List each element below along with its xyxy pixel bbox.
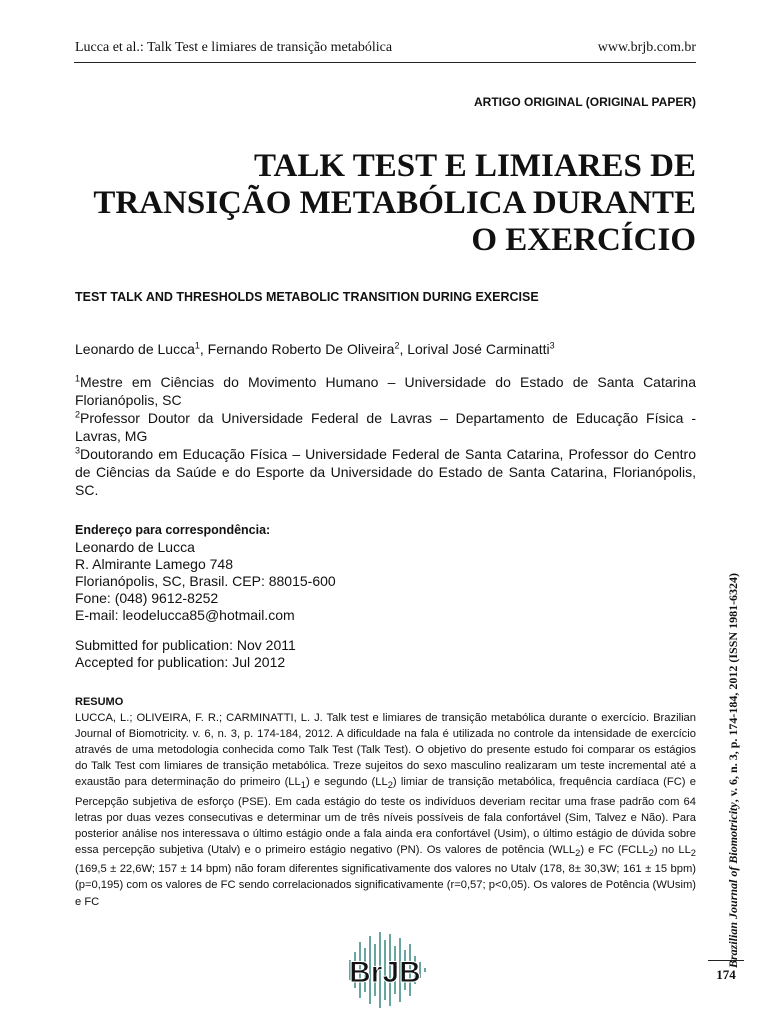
abstract-body	[75, 710, 696, 910]
author-affiliation-marker: 1	[194, 340, 200, 351]
subscript: 1	[300, 780, 306, 791]
affiliation-marker: 2	[75, 409, 81, 420]
correspondence-label: Endereço para correspondência:	[75, 523, 271, 537]
author-separator: ,	[399, 341, 408, 357]
journal-citation-sidebar	[726, 573, 741, 968]
correspondence-block	[75, 522, 336, 624]
logo-text: BrJB	[349, 956, 421, 989]
correspondence-line: Leonardo de Lucca	[75, 539, 195, 555]
page-number: 174	[708, 960, 744, 983]
author-name: Leonardo de Lucca	[75, 341, 195, 357]
affiliation-item	[75, 373, 696, 409]
english-title: TEST TALK AND THRESHOLDS METABOLIC TRANSITION DURING EXERCISE	[75, 290, 539, 304]
accepted-date: Accepted for publication: Jul 2012	[75, 654, 286, 670]
subscript: 2	[648, 848, 654, 859]
author-affiliation-marker: 2	[394, 340, 400, 351]
abstract-text: ) e segundo (LL	[305, 776, 388, 789]
author-affiliation-marker: 3	[549, 340, 555, 351]
brjb-logo	[330, 930, 440, 1010]
affiliation-marker: 3	[75, 445, 81, 456]
abstract-text: ) e FC (FCLL	[580, 843, 649, 856]
journal-website-link[interactable]: www.brjb.com.br	[597, 40, 696, 55]
affiliations	[75, 373, 696, 499]
correspondence-line: Florianópolis, SC, Brasil. CEP: 88015-600	[75, 573, 336, 589]
submitted-date: Submitted for publication: Nov 2011	[75, 637, 296, 653]
correspondence-email[interactable]: E-mail: leodelucca85@hotmail.com	[75, 607, 295, 623]
subscript: 2	[690, 848, 696, 859]
affiliation-item	[75, 445, 696, 499]
abstract-text: (169,5 ± 22,6W; 157 ± 14 bpm) não foram diferentes significativamente dos valores no Utalv (178, 8± 30,3W; 161 ± 15 bpm) (p=0,195) com os valores de FC sendo correlacionados significativamente (r=0,57; p<0,05). Os valores de Potência (WUsim) e FC	[75, 863, 696, 908]
running-title: Lucca et al.: Talk Test e limiares de transição metabólica	[75, 40, 393, 55]
article-type-label: ARTIGO ORIGINAL (ORIGINAL PAPER)	[473, 95, 696, 109]
title-line-1: TALK TEST E LIMIARES DE	[254, 148, 696, 184]
affiliation-text: Doutorando em Educação Física – Universidade Federal de Santa Catarina, Professor do Centro de Ciências da Saúde e do Esporte da Universidade do Estado de Santa Catarina, Florianópolis, SC.	[75, 446, 696, 498]
abstract-text: ) no LL	[653, 843, 691, 856]
paper-title	[56, 148, 696, 259]
author-list	[75, 341, 555, 357]
header-divider	[74, 62, 696, 63]
journal-name: Brazilian Journal of Biomotricity	[726, 802, 740, 968]
author-name: Fernando Roberto De Oliveira	[207, 341, 395, 357]
author-name: Lorival José Carminatti	[407, 341, 550, 357]
correspondence-line: R. Almirante Lamego 748	[75, 556, 233, 572]
publication-dates	[75, 637, 296, 671]
journal-volume-info: , v. 6, n. 3, p. 174-184, 2012 (ISSN 1981-6324)	[726, 572, 740, 803]
title-line-3: O EXERCÍCIO	[471, 222, 696, 258]
subscript: 2	[387, 780, 393, 791]
subscript: 2	[575, 848, 581, 859]
abstract-heading: RESUMO	[75, 696, 124, 708]
title-line-2: TRANSIÇÃO METABÓLICA DURANTE	[93, 185, 696, 221]
affiliation-marker: 1	[75, 373, 81, 384]
abstract-text: ) limiar de transição metabólica, frequência cardíaca (FC) e Percepção subjetiva de esforço (PSE). Em cada estágio do teste os indivíduos deveriam recitar uma frase padrão com 64 letras por duas vezes consecutivas e determinar um de três níveis possíveis de fala confortável (Sim, Talvez e Não). Para posterior análise nos interessava o último estágio onde a fala ainda era confortável (Usim), o último estágio de dúvida sobre essa percepção subjetiva (Utalv) e o primeiro estágio negativo (PN). Os valores de potência (WLL	[75, 776, 696, 856]
affiliation-text: Professor Doutor da Universidade Federal de Lavras – Departamento de Educação Física - Lavras, MG	[75, 410, 696, 444]
author-separator: ,	[199, 341, 208, 357]
affiliation-text: Mestre em Ciências do Movimento Humano – Universidade do Estado de Santa Catarina Florianópolis, SC	[75, 374, 696, 408]
abstract-text: LUCCA, L.; OLIVEIRA, F. R.; CARMINATTI, L. J. Talk test e limiares de transição metabólica durante o exercício. Brazilian Journal of Biomotricity. v. 6, n. 3, p. 174-184, 2012. A dificuldade na fala é utilizada no controle da intensidade de exercício através de uma metodologia conhecida como Talk Test (Talk Test). O objetivo do presente estudo foi comparar os estágios do Talk Test com limiares de transição metabólica. Treze sujeitos do sexo masculino realizaram um teste incremental até a exaustão para determinação do primeiro (LL	[75, 712, 696, 789]
correspondence-line: Fone: (048) 9612-8252	[75, 590, 219, 606]
affiliation-item	[75, 409, 696, 445]
